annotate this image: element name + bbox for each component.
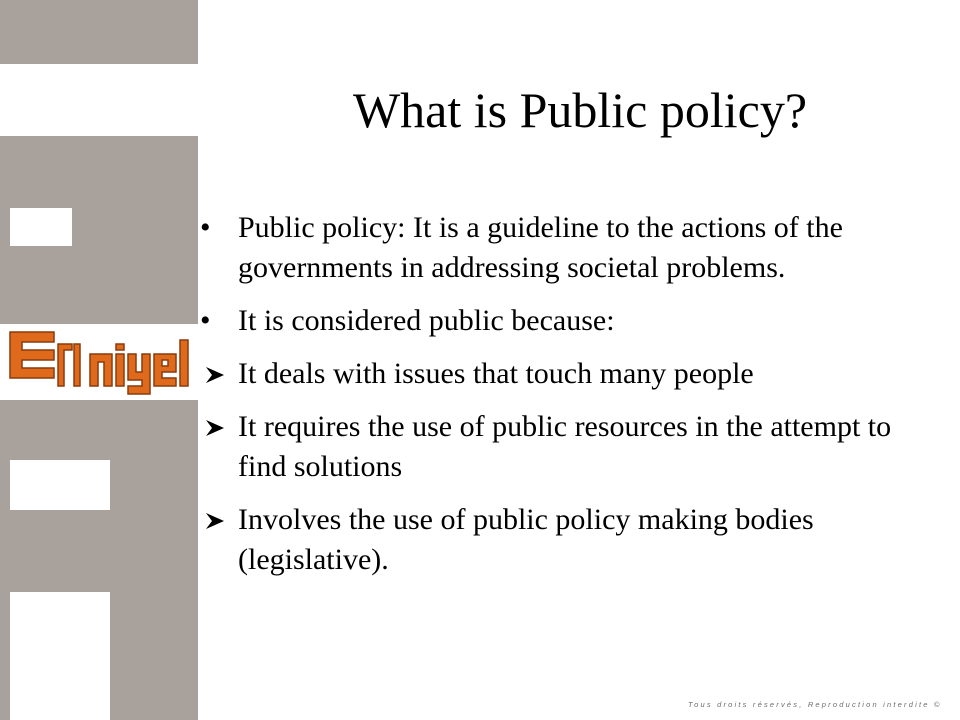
- bullet-text: It deals with issues that touch many people: [238, 357, 754, 390]
- decorative-band: [0, 510, 198, 592]
- bullet-text: It requires the use of public resources in the attempt to find solutions: [238, 410, 892, 483]
- decorative-band: [0, 246, 198, 324]
- bullet-dot-icon: •: [200, 211, 211, 244]
- decorative-band: [0, 460, 10, 510]
- list-item: [200, 407, 940, 487]
- decorative-band: [0, 136, 198, 208]
- decorative-band: [0, 0, 198, 64]
- arrow-bullet-icon: [200, 420, 230, 436]
- list-item: [200, 354, 940, 394]
- list-item: [200, 500, 940, 580]
- bullet-list: [200, 208, 940, 593]
- list-item: [200, 301, 940, 341]
- bullet-text: Public policy: It is a guideline to the actions of the governments in addressing societal problems.: [238, 211, 843, 284]
- decorative-band: [72, 208, 198, 246]
- decorative-band: [110, 460, 198, 510]
- decorative-band: [0, 208, 10, 246]
- bullet-text: Involves the use of public policy making bodies (legislative).: [238, 503, 814, 576]
- list-item: [200, 208, 940, 288]
- arrow-bullet-icon: [200, 367, 230, 383]
- slide-title: What is Public policy?: [352, 82, 808, 138]
- decorative-band: [110, 592, 198, 720]
- decorative-band: [0, 592, 10, 720]
- arrow-bullet-icon: [200, 513, 230, 529]
- copyright-footer: Tous droits réservés, Reproduction interdite ©: [688, 700, 942, 709]
- decorative-band: [0, 400, 198, 460]
- bullet-text: It is considered public because:: [238, 304, 615, 337]
- bullet-dot-icon: •: [200, 304, 211, 337]
- brand-logo: [4, 322, 200, 398]
